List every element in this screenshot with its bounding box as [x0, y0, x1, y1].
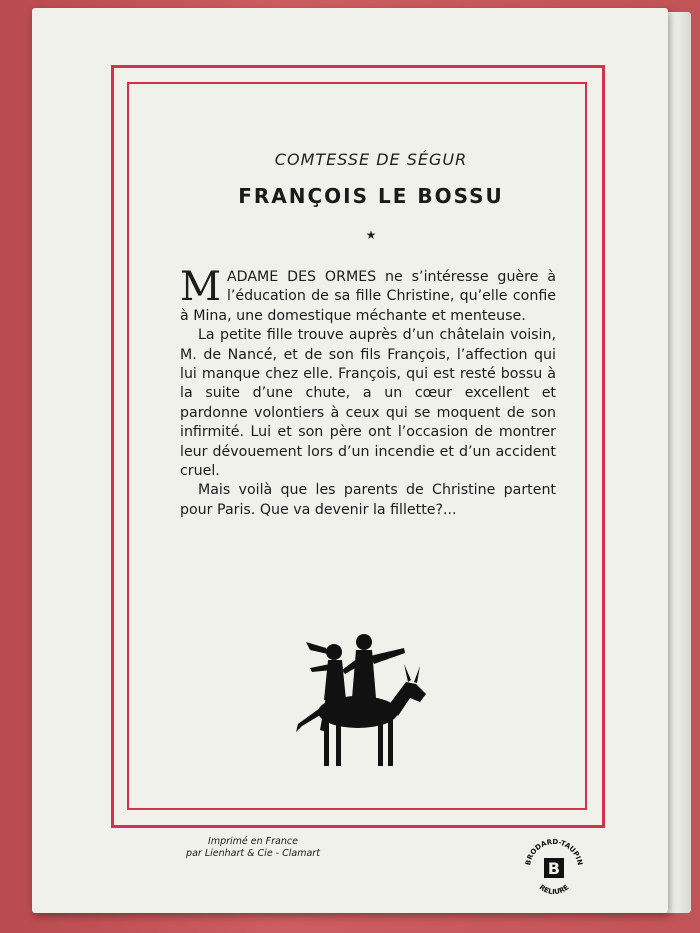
opening-smallcaps: ADAME DES ORMES	[226, 269, 377, 285]
children-on-donkey-silhouette-icon	[280, 620, 440, 780]
synopsis-paragraph-2: La petite fille trouve auprès d’un châtelain voisin, M. de Nancé, et de son fils François, l’affection qui lui manque chez elle. François, qui est resté bossu à la suite d’une chute, a un cœur excellent et pardonne volontiers à ceux qui se moquent de son infirmité. Lui et son père ont l’occasion de montrer leur dévouement lors d’un incendie et d’un accident cruel.	[180, 327, 556, 480]
printer-line-1: Imprimé en France	[208, 836, 298, 847]
printer-credit	[163, 836, 343, 860]
drop-cap: M	[180, 264, 221, 310]
synopsis-paragraph-3: Mais voilà que les parents de Christine partent pour Paris. Que va devenir la fillette?...	[180, 482, 556, 518]
author-name: COMTESSE DE SÉGUR	[274, 150, 468, 169]
binder-logo	[518, 832, 590, 904]
binder-letter: B	[547, 859, 561, 878]
synopsis-paragraph-1	[180, 264, 556, 326]
printer-line-2: par Lienhart & Cie - Clamart	[186, 848, 320, 859]
binder-bottom-text: RELIURE	[537, 883, 571, 897]
binder-top-text: BRODARD-TAUPIN	[524, 837, 584, 866]
star-ornament: ★	[365, 228, 377, 242]
svg-text:RELIURE	[538, 883, 571, 896]
paragraph-1-rest: ne s’intéresse guère à l’éducation de sa fille Christine, qu’elle confie à Mina, une domestique méchante et menteuse.	[180, 269, 556, 324]
book-title: FRANÇOIS LE BOSSU	[238, 184, 504, 208]
synopsis-text	[180, 264, 556, 520]
